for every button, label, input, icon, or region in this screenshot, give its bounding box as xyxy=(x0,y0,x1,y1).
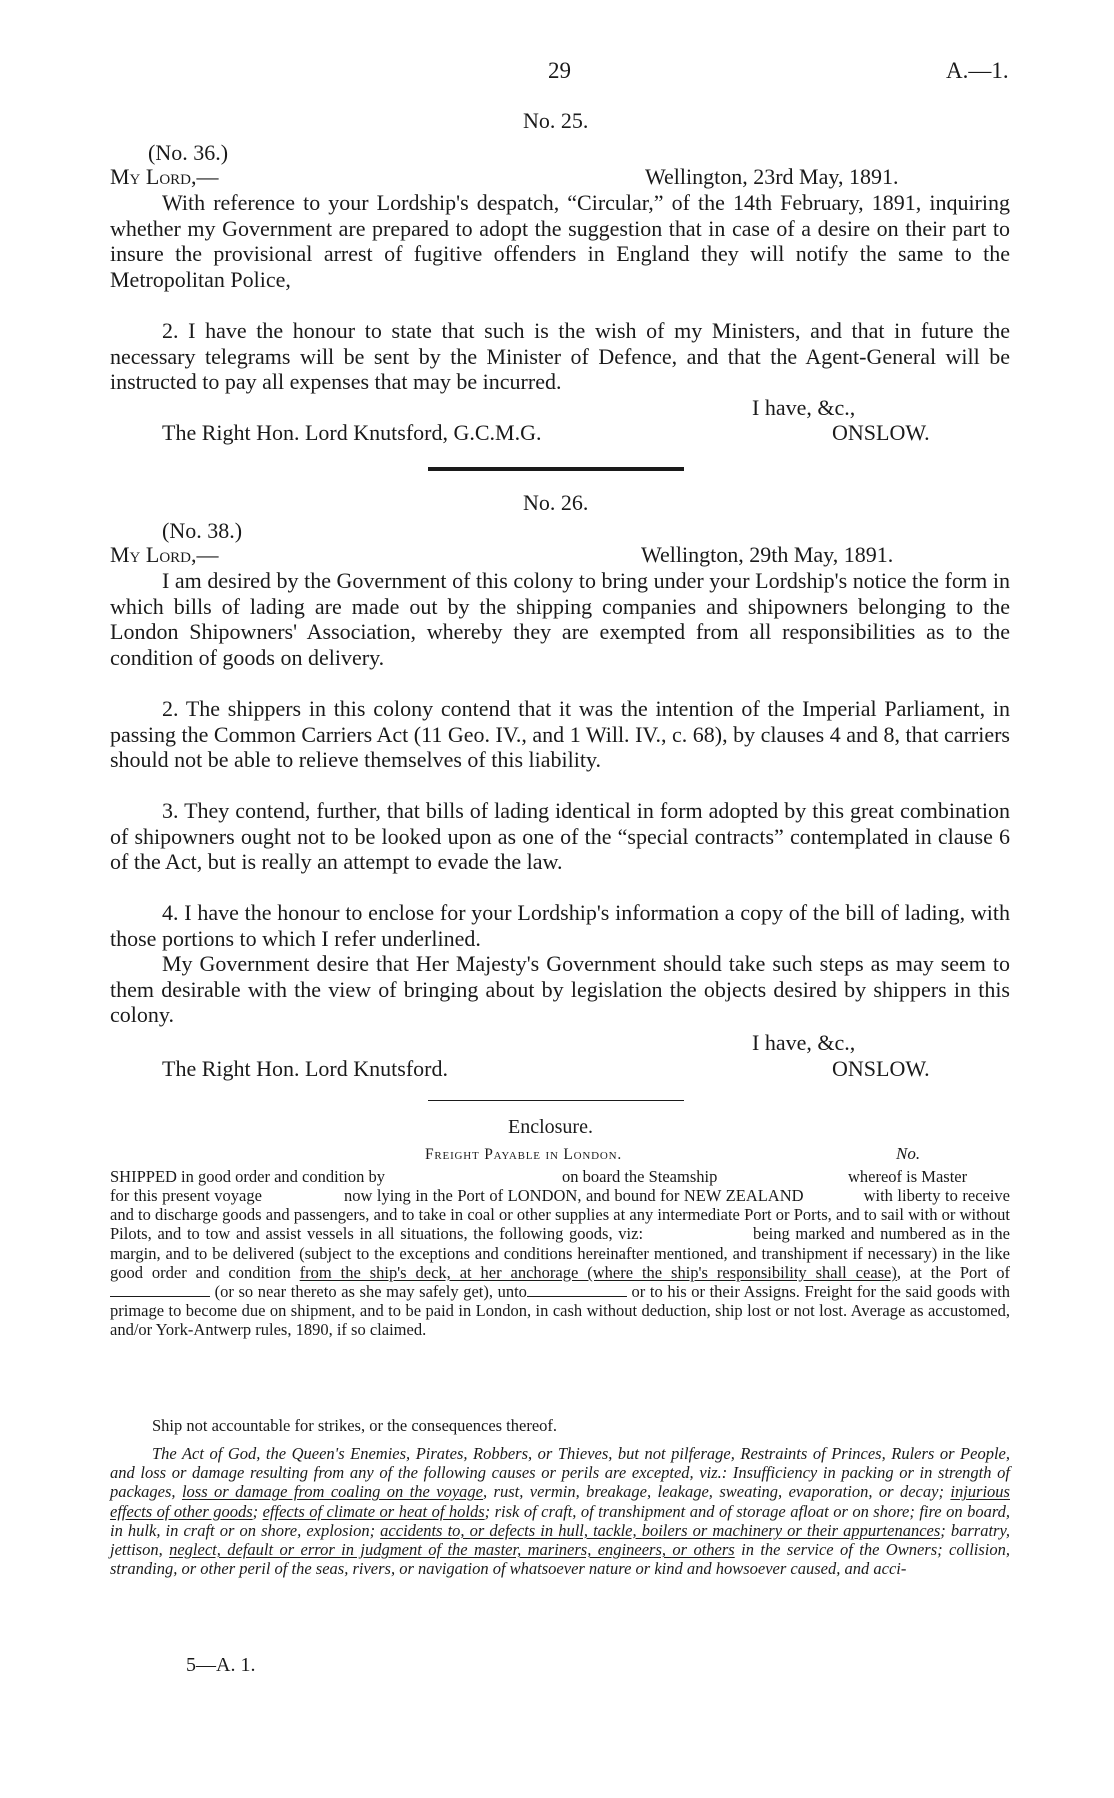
letter-26-paragraph-2: 2. The shippers in this colony contend that it was the intention of the Imperial Parliament, in passing the Common Carriers Act (11 Geo. IV., and 1 Will. IV., c. 68), by clauses 4 and 8, that carriers should not be able to relieve themselves of this liability. xyxy=(110,696,1010,773)
underlined-neglect: neglect, default or error in judgment of the master, mariners, engineers, or others xyxy=(169,1540,735,1560)
underlined-injurious-effects: injurious effects of other goods xyxy=(110,1482,1010,1521)
letter-26-salutation: My Lord,— xyxy=(110,542,219,567)
letter-26-paragraph-4: 4. I have the honour to enclose for your Lordship's information a copy of the bill of lading, with those portions to which I refer underlined. xyxy=(110,900,1010,951)
signature-mark: 5—A. 1. xyxy=(186,1654,256,1676)
letter-26-closing: I have, &c., xyxy=(752,1030,856,1055)
letter-25-closing: I have, &c., xyxy=(752,395,856,420)
freight-heading: Freight Payable in London. xyxy=(425,1146,623,1163)
underlined-hull-defects: accidents to, or defects in hull, tackle, boilers or machinery or their appurtenances xyxy=(380,1520,941,1540)
letter-25-title: No. 25. xyxy=(523,108,589,133)
letter-25-salutation: My Lord,— xyxy=(110,164,219,189)
letter-25-date: Wellington, 23rd May, 1891. xyxy=(645,164,899,189)
strikes-clause: Ship not accountable for strikes, or the consequences thereof. xyxy=(152,1416,558,1435)
section-divider xyxy=(428,467,684,471)
letter-26-addressee: The Right Hon. Lord Knutsford. xyxy=(162,1056,448,1081)
letter-25-signature: ONSLOW. xyxy=(832,420,930,445)
page-number: 29 xyxy=(548,58,571,83)
liberty-text: with liberty to receive and to discharge goods and passengers, and to take in coal or other supplies at any intermediate Port or Ports, and to sail with or without Pilots, and to tow and assist vessels in all situations, the following goods, viz: xyxy=(110,1186,1010,1244)
voyage-text: for this present voyage xyxy=(110,1186,262,1205)
section-divider-thin xyxy=(428,1100,684,1101)
bill-number-label: No. xyxy=(896,1144,921,1163)
letter-25-paragraph-2: 2. I have the honour to state that such is the wish of my Ministers, and that in future the necessary telegrams will be sent by the Minister of Defence, and that the Agent-General will be instructed to pay all expenses that may be incurred. xyxy=(110,318,1010,395)
port-text: now lying in the Port of LONDON, and bound for NEW ZEALAND xyxy=(343,1186,804,1205)
shipped-text-1: SHIPPED in good order and condition by xyxy=(110,1167,385,1186)
near-thereto-text: (or so near thereto as she may safely get), unto xyxy=(214,1282,527,1302)
shipped-text-3: whereof is Master xyxy=(848,1167,968,1186)
letter-25-ref: (No. 36.) xyxy=(148,140,229,165)
letter-26-date: Wellington, 29th May, 1891. xyxy=(641,542,894,567)
letter-26-signature: ONSLOW. xyxy=(832,1056,930,1081)
letter-25-addressee: The Right Hon. Lord Knutsford, G.C.M.G. xyxy=(162,420,542,445)
letter-25-paragraph-1: With reference to your Lordship's despatch, “Circular,” of the 14th February, 1891, inquiring whether my Government are prepared to adopt the suggestion that in case of a desire on their part to insure the provisional arrest of fugitive offenders in England they will notify the same to the Metropolitan Police, xyxy=(110,190,1010,292)
port-of-text: , at the Port of xyxy=(896,1262,1010,1282)
delivery-text: being marked and numbered as in the margin, and to be delivered (subject to the exceptions and conditions hereinafter mentioned, and transhipment if necessary) in the like good order and condition xyxy=(110,1224,1010,1282)
paper-reference: A.—1. xyxy=(946,58,1009,83)
letter-26-paragraph-3: 3. They contend, further, that bills of lading identical in form adopted by this great combination of shipowners ought not to be looked upon as one of the “special contracts” contemplated in clause 6 of the Act, but is really an attempt to evade the law. xyxy=(110,798,1010,875)
underlined-deck-clause: from the ship's deck, at her anchorage (where the ship's responsibility shall cease) xyxy=(299,1262,897,1282)
shipped-text-2: on board the Steamship xyxy=(562,1167,718,1186)
letter-26-paragraph-5: My Government desire that Her Majesty's Government should take such steps as may seem to them desirable with the view of bringing about by legislation the objects desired by shippers in this colony. xyxy=(110,951,1010,1028)
underlined-coaling: loss or damage from coaling on the voyage xyxy=(181,1482,483,1502)
exceptions-clause: The Act of God, the Queen's Enemies, Pirates, Robbers, or Thieves, but not pilferage, Restraints of Princes, Rulers or People, and loss or damage resulting from any of the following causes or perils are excepted, viz.: Insufficiency in packing or in strength of packages, loss or damage from coaling on the voyage, rust, vermin, breakage, leakage, sweating, evaporation, or decay; injurious effects of other goods; effects of climate or heat of holds; risk of craft, of transhipment and of storage afloat or on shore; fire on board, in hulk, in craft or on shore, explosion; accidents to, or defects in hull, tackle, boilers or machinery or their appurtenances; barratry, jettison, neglect, default or error in judgment of the master, mariners, engineers, or others in the service of the Owners; collision, stranding, or other peril of the seas, rivers, or navigation of whatsoever nature or kind and howsoever caused, and acci- xyxy=(110,1444,1010,1579)
freight-terms-text: or to his or their Assigns. Freight for the said goods with primage to become due on shipment, and to be paid in London, in cash without deduction, ship lost or not lost. Average as accustomed, and/or York-Antwerp rules, 1890, if so claimed. xyxy=(110,1282,1010,1340)
letter-26-title: No. 26. xyxy=(523,490,589,515)
underlined-climate: effects of climate or heat of holds xyxy=(262,1501,485,1521)
bill-of-lading-body xyxy=(110,1186,1010,1340)
enclosure-title: Enclosure. xyxy=(508,1116,593,1138)
letter-26-ref: (No. 38.) xyxy=(162,518,243,543)
letter-26-paragraph-1: I am desired by the Government of this colony to bring under your Lordship's notice the form in which bills of lading are made out by the shipping companies and shipowners belonging to the London Shipowners' Association, whereby they are exempted from all responsibilities as to the condition of goods on delivery. xyxy=(110,568,1010,670)
